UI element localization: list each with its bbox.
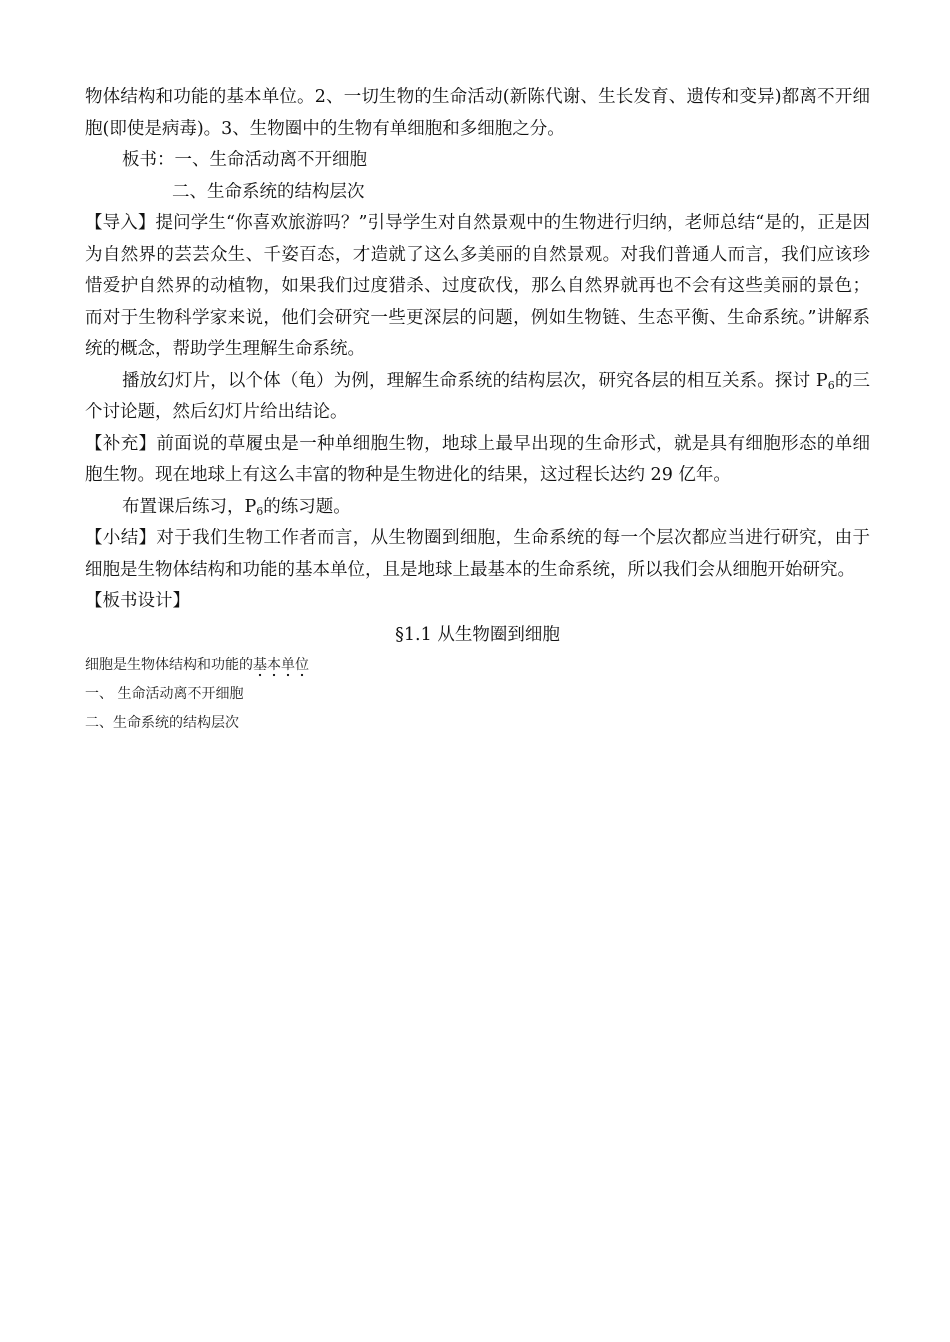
paragraph-slides <box>85 366 870 429</box>
board-line-3: 二、生命系统的结构层次 <box>85 715 239 731</box>
paragraph-homework-text-a: 布置课后练习，P <box>122 496 257 517</box>
paragraph-summary <box>85 523 870 586</box>
paragraph-intro <box>85 208 870 366</box>
section-tag-intro: 【导入】 <box>85 213 156 233</box>
paragraph-intro-text: 提问学生“你喜欢旅游吗？”引导学生对自然景观中的生物进行归纳，老师总结“是的，正是因为自然界的芸芸众生、千姿百态，才造就了这么多美丽的自然景观。对我们普通人而言，我们应该珍惜爱护自然界的动植物，如果我们过度猎杀、过度砍伐，那么自然界就再也不会有这些美丽的景色；而对于生物科学家来说，他们会研究一些更深层的问题，例如生物链、生态平衡、生命系统。”讲解系统的概念，帮助学生理解生命系统。 <box>85 213 871 359</box>
paragraph-supplement-text: 前面说的草履虫是一种单细胞生物，地球上最早出现的生命形式，就是具有细胞形态的单细胞生物。现在地球上有这么丰富的物种是生物进化的结果，这过程长达约 29 亿年。 <box>85 433 871 485</box>
board-design-heading: 【板书设计】 <box>85 591 190 611</box>
board-line-1 <box>85 651 870 680</box>
section-tag-summary: 【小结】 <box>85 528 157 548</box>
paragraph-conclusion: 物体结构和功能的基本单位。2、一切生物的生命活动(新陈代谢、生长发育、遗传和变异)都离不开细胞(即使是病毒)。3、生物圈中的生物有单细胞和多细胞之分。 <box>85 87 870 139</box>
paragraph-homework <box>85 492 870 524</box>
paragraph-homework-text-b: 的练习题。 <box>263 496 351 517</box>
paragraph-slides-text-a: 播放幻灯片，以个体（龟）为例，理解生命系统的结构层次，研究各层的相互关系。探讨 P <box>122 370 828 391</box>
board-note-1: 板书：一、生命活动离不开细胞 <box>122 150 367 170</box>
paragraph-summary-text: 对于我们生物工作者而言，从生物圈到细胞，生命系统的每一个层次都应当进行研究，由于细胞是生物体结构和功能的基本单位，且是地球上最基本的生命系统，所以我们会从细胞开始研究。 <box>85 528 871 580</box>
paragraph-supplement <box>85 429 870 492</box>
emphasis-dotted-text: 基本单位 <box>253 657 309 678</box>
paragraph-slides-text-b: 的三个讨论题，然后幻灯片给出结论。 <box>85 370 870 422</box>
board-title: §1.1 从生物圈到细胞 <box>395 624 560 645</box>
document-page <box>85 82 870 738</box>
page-subscript: 6 <box>827 378 835 392</box>
board-line-2: 一、 生命活动离不开细胞 <box>85 686 244 702</box>
section-tag-supplement: 【补充】 <box>85 433 157 454</box>
board-note-2: 二、生命系统的结构层次 <box>172 181 365 202</box>
board-line-1-text: 细胞是生物体结构和功能的 <box>85 657 253 673</box>
page-subscript: 6 <box>256 504 264 518</box>
